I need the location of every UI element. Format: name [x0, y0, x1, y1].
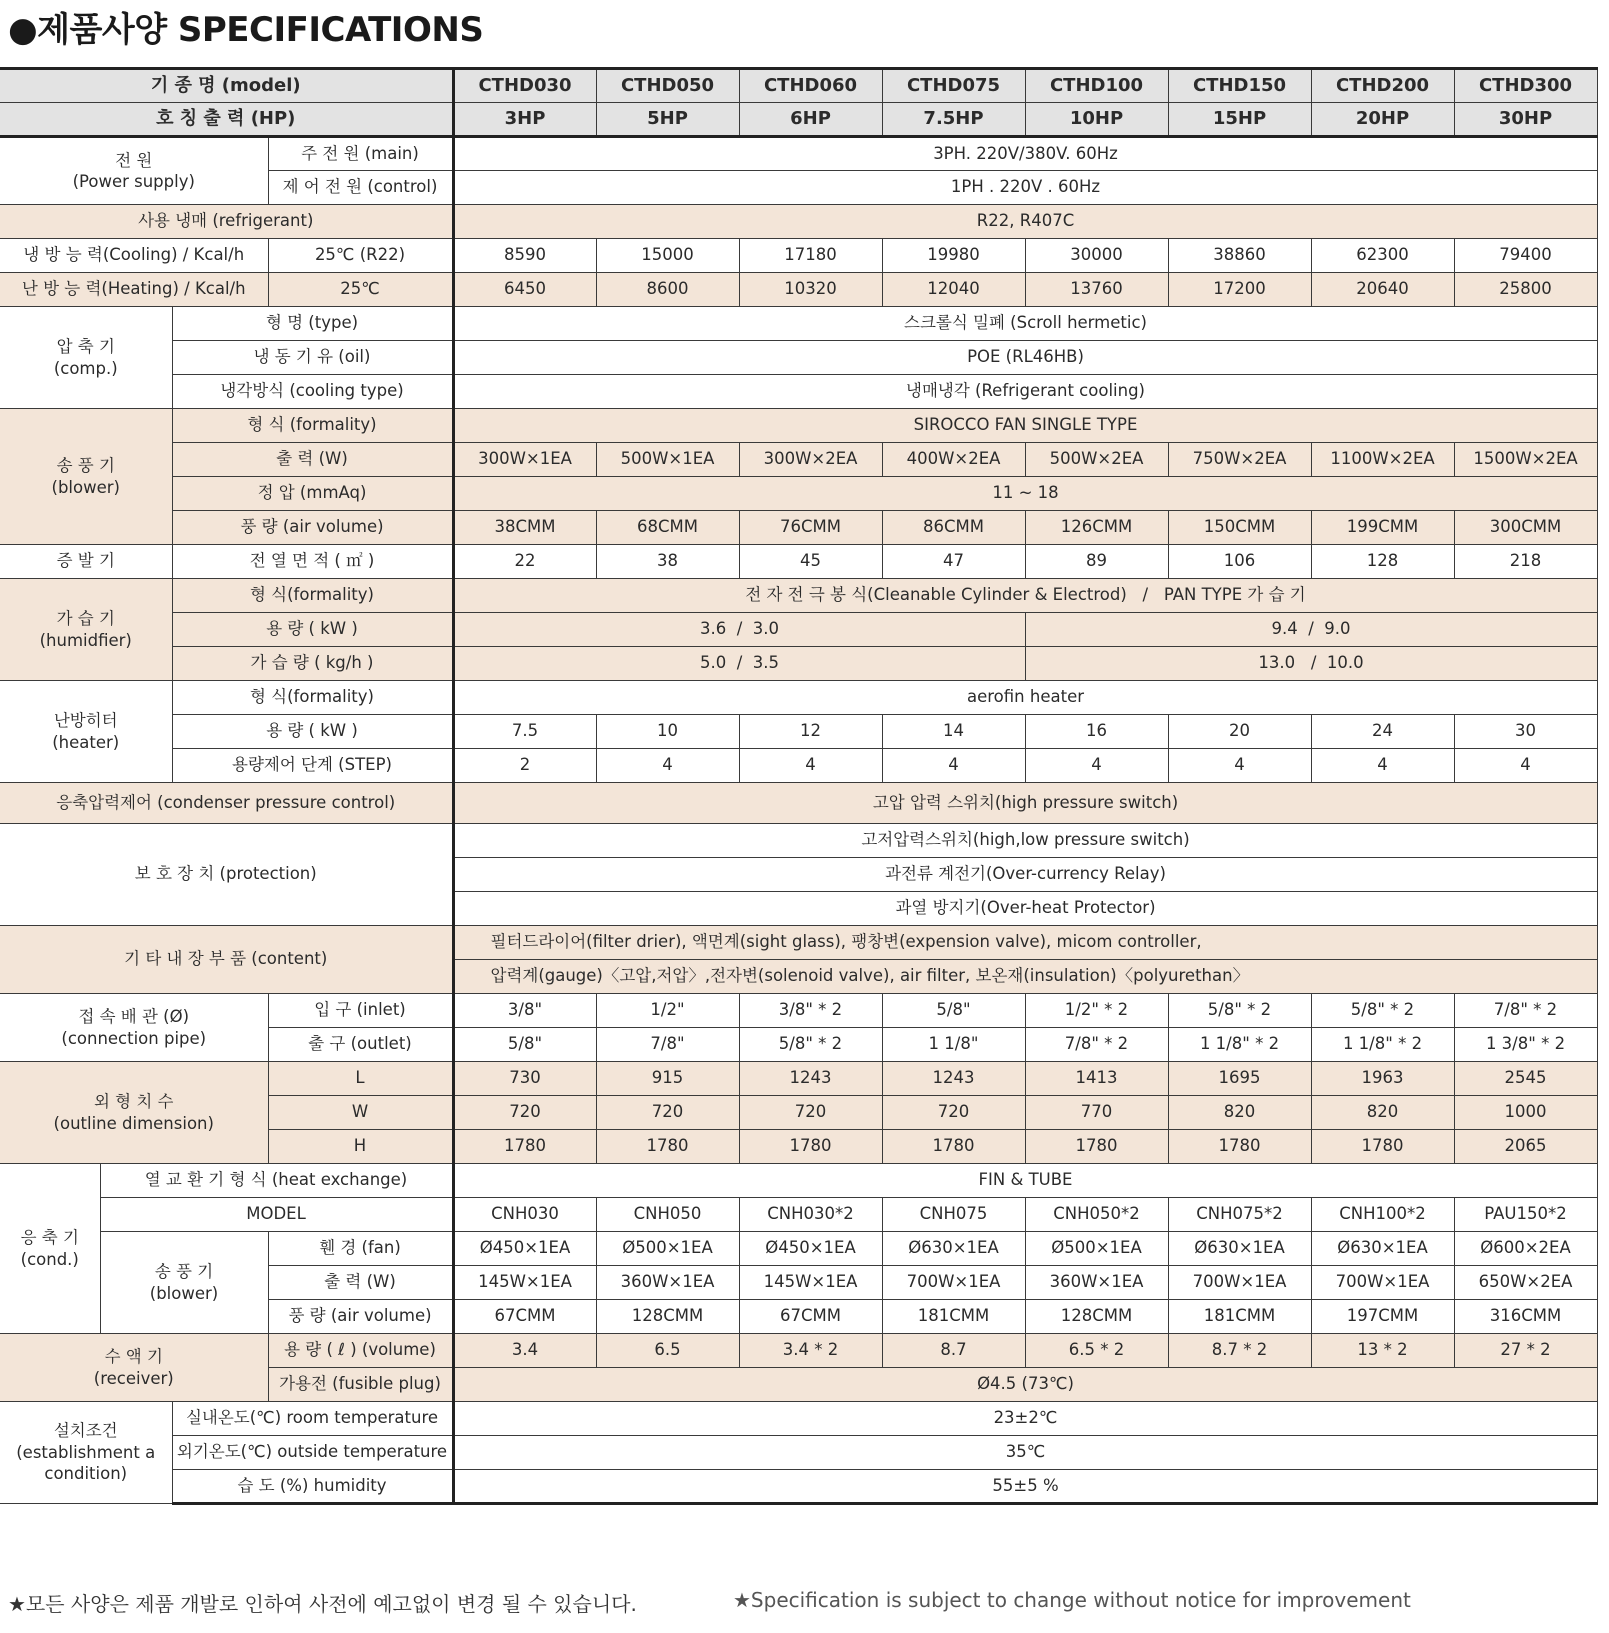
condenser-pressure-label: 응축압력제어 (condenser pressure control) [0, 783, 453, 824]
dimension-H-value: 1780 [1168, 1130, 1311, 1164]
power-main-row [0, 137, 1597, 171]
refrigerant-row [0, 205, 1597, 239]
evaporator-value: 128 [1311, 545, 1454, 579]
pipe-outlet-value: 7/8" * 2 [1025, 1028, 1168, 1062]
receiver-volume-label: 용 량 ( ℓ ) (volume) [268, 1334, 453, 1368]
condenser-fan-value: Ø450×1EA [739, 1232, 882, 1266]
heating-value: 12040 [882, 273, 1025, 307]
heating-value: 17200 [1168, 273, 1311, 307]
protection-value: 고저압력스위치(high,low pressure switch) [453, 824, 1597, 858]
compressor-cooling-row [0, 375, 1597, 409]
condenser-output-value: 145W×1EA [739, 1266, 882, 1300]
blower-volume-value: 300CMM [1454, 511, 1597, 545]
condenser-heat-value: FIN & TUBE [453, 1164, 1597, 1198]
heater-formality-row [0, 681, 1597, 715]
dimension-H-value: 1780 [453, 1130, 596, 1164]
condenser-fan-value: Ø500×1EA [596, 1232, 739, 1266]
condenser-heat-label: 열 교 환 기 형 식 (heat exchange) [100, 1164, 453, 1198]
heating-value: 10320 [739, 273, 882, 307]
receiver-volume-value: 8.7 * 2 [1168, 1334, 1311, 1368]
blower-output-value: 500W×1EA [596, 443, 739, 477]
blower-output-value: 500W×2EA [1025, 443, 1168, 477]
protection-row [0, 824, 1597, 858]
specifications-table [0, 67, 1598, 1505]
dimension-L-value: 730 [453, 1062, 596, 1096]
receiver-volume-value: 27 * 2 [1454, 1334, 1597, 1368]
cooling-value: 62300 [1311, 239, 1454, 273]
pipe-outlet-value: 1 1/8" * 2 [1311, 1028, 1454, 1062]
condenser-output-value: 360W×1EA [1025, 1266, 1168, 1300]
hp-value: 15HP [1168, 103, 1311, 137]
cooling-value: 8590 [453, 239, 596, 273]
compressor-cooling-label: 냉각방식 (cooling type) [172, 375, 453, 409]
condenser-model-value: CNH050*2 [1025, 1198, 1168, 1232]
receiver-plug-value: Ø4.5 (73℃) [453, 1368, 1597, 1402]
model-name: CTHD100 [1025, 69, 1168, 103]
condenser-output-value: 700W×1EA [1311, 1266, 1454, 1300]
pipe-inlet-value: 3/8" * 2 [739, 994, 882, 1028]
pipe-outlet-value: 5/8" [453, 1028, 596, 1062]
compressor-cooling-value: 냉매냉각 (Refrigerant cooling) [453, 375, 1597, 409]
condenser-model-value: PAU150*2 [1454, 1198, 1597, 1232]
humidifier-capacity-row [0, 613, 1597, 647]
installation-humidity-value: 55±5 % [453, 1470, 1597, 1504]
page-title: ●제품사양 SPECIFICATIONS [8, 10, 484, 50]
heater-capacity-value: 24 [1311, 715, 1454, 749]
condenser-volume-value: 67CMM [453, 1300, 596, 1334]
condenser-model-value: CNH075*2 [1168, 1198, 1311, 1232]
dimension-L-value: 1413 [1025, 1062, 1168, 1096]
blower-volume-value: 68CMM [596, 511, 739, 545]
heater-step-value: 4 [1311, 749, 1454, 783]
installation-humidity-label: 습 도 (%) humidity [172, 1470, 453, 1504]
heating-value: 25800 [1454, 273, 1597, 307]
evaporator-area-label: 전 열 면 적 ( ㎡ ) [172, 545, 453, 579]
cooling-condition: 25℃ (R22) [268, 239, 453, 273]
dimension-W-value: 720 [453, 1096, 596, 1130]
condenser-heat-row [0, 1164, 1597, 1198]
condenser-fan-row [0, 1232, 1597, 1266]
hp-value: 20HP [1311, 103, 1454, 137]
pipe-inlet-value: 5/8" * 2 [1311, 994, 1454, 1028]
pipe-outlet-value: 7/8" [596, 1028, 739, 1062]
dimension-L-value: 1243 [739, 1062, 882, 1096]
condenser-volume-value: 128CMM [596, 1300, 739, 1334]
blower-pressure-value: 11 ~ 18 [453, 477, 1597, 511]
dimension-L-value: 1243 [882, 1062, 1025, 1096]
blower-formality-label: 형 식 (formality) [172, 409, 453, 443]
blower-output-row [0, 443, 1597, 477]
pipe-inlet-value: 3/8" [453, 994, 596, 1028]
installation-room-value: 23±2℃ [453, 1402, 1597, 1436]
pipe-inlet-value: 5/8" [882, 994, 1025, 1028]
dimension-W-value: 770 [1025, 1096, 1168, 1130]
heater-capacity-value: 14 [882, 715, 1025, 749]
condenser-label: 응 축 기 (cond.) [0, 1164, 100, 1334]
content-label: 기 타 내 장 부 품 (content) [0, 926, 453, 994]
heater-step-row [0, 749, 1597, 783]
condenser-volume-value: 181CMM [882, 1300, 1025, 1334]
evaporator-value: 22 [453, 545, 596, 579]
condenser-output-value: 145W×1EA [453, 1266, 596, 1300]
heater-capacity-label: 용 량 ( kW ) [172, 715, 453, 749]
dimension-L-value: 1695 [1168, 1062, 1311, 1096]
heater-step-value: 4 [1025, 749, 1168, 783]
blower-formality-value: SIROCCO FAN SINGLE TYPE [453, 409, 1597, 443]
compressor-oil-label: 냉 동 기 유 (oil) [172, 341, 453, 375]
receiver-volume-value: 6.5 [596, 1334, 739, 1368]
receiver-label: 수 액 기 (receiver) [0, 1334, 268, 1402]
heater-capacity-value: 12 [739, 715, 882, 749]
installation-outside-value: 35℃ [453, 1436, 1597, 1470]
compressor-label: 압 축 기 (comp.) [0, 307, 172, 409]
condenser-pressure-row [0, 783, 1597, 824]
content-line-2: 압력계(gauge)〈고압,저압〉,전자변(solenoid valve), air filter, 보온재(insulation)〈polyurethan〉 [453, 960, 1597, 994]
dimension-L-row [0, 1062, 1597, 1096]
evaporator-row [0, 545, 1597, 579]
pipe-inlet-value: 1/2" * 2 [1025, 994, 1168, 1028]
model-row [0, 69, 1597, 103]
condenser-output-value: 700W×1EA [882, 1266, 1025, 1300]
model-name: CTHD150 [1168, 69, 1311, 103]
blower-volume-value: 86CMM [882, 511, 1025, 545]
condenser-output-value: 360W×1EA [596, 1266, 739, 1300]
evaporator-value: 89 [1025, 545, 1168, 579]
receiver-volume-value: 13 * 2 [1311, 1334, 1454, 1368]
pipe-outlet-value: 1 1/8" * 2 [1168, 1028, 1311, 1062]
model-name: CTHD075 [882, 69, 1025, 103]
condenser-pressure-value: 고압 압력 스위치(high pressure switch) [453, 783, 1597, 824]
pipe-outlet-value: 1 1/8" [882, 1028, 1025, 1062]
power-control-label: 제 어 전 원 (control) [268, 171, 453, 205]
hp-value: 30HP [1454, 103, 1597, 137]
heater-capacity-value: 16 [1025, 715, 1168, 749]
blower-volume-value: 38CMM [453, 511, 596, 545]
dimension-L-value: 915 [596, 1062, 739, 1096]
hp-value: 3HP [453, 103, 596, 137]
hp-value: 6HP [739, 103, 882, 137]
footnote-english: ★Specification is subject to change without notice for improvement [733, 1588, 1411, 1612]
heating-condition: 25℃ [268, 273, 453, 307]
receiver-volume-row [0, 1334, 1597, 1368]
heater-label: 난방히터 (heater) [0, 681, 172, 783]
power-control-value: 1PH . 220V . 60Hz [453, 171, 1597, 205]
blower-output-value: 300W×2EA [739, 443, 882, 477]
compressor-oil-value: POE (RL46HB) [453, 341, 1597, 375]
content-row [0, 926, 1597, 960]
refrigerant-value: R22, R407C [453, 205, 1597, 239]
dimension-H-value: 1780 [882, 1130, 1025, 1164]
dimension-H-value: 2065 [1454, 1130, 1597, 1164]
condenser-model-value: CNH075 [882, 1198, 1025, 1232]
humidifier-formality-value: 전 자 전 극 봉 식(Cleanable Cylinder & Electrod) / PAN TYPE 가 습 기 [453, 579, 1597, 613]
installation-outside-row [0, 1436, 1597, 1470]
condenser-model-value: CNH030 [453, 1198, 596, 1232]
installation-room-label: 실내온도(℃) room temperature [172, 1402, 453, 1436]
humidifier-formality-row [0, 579, 1597, 613]
humidifier-amount-label: 가 습 량 ( kg/h ) [172, 647, 453, 681]
power-main-label: 주 전 원 (main) [268, 137, 453, 171]
condenser-fan-value: Ø500×1EA [1025, 1232, 1168, 1266]
pipe-outlet-value: 1 3/8" * 2 [1454, 1028, 1597, 1062]
dimension-H-value: 1780 [596, 1130, 739, 1164]
evaporator-value: 218 [1454, 545, 1597, 579]
blower-output-value: 1500W×2EA [1454, 443, 1597, 477]
condenser-volume-value: 316CMM [1454, 1300, 1597, 1334]
blower-output-label: 출 력 (W) [172, 443, 453, 477]
blower-volume-value: 150CMM [1168, 511, 1311, 545]
heater-capacity-value: 10 [596, 715, 739, 749]
installation-room-row [0, 1402, 1597, 1436]
hp-label: 호 칭 출 력 (HP) [0, 103, 453, 137]
heater-step-value: 4 [596, 749, 739, 783]
cooling-value: 79400 [1454, 239, 1597, 273]
evaporator-value: 106 [1168, 545, 1311, 579]
protection-value: 과전류 계전기(Over-currency Relay) [453, 858, 1597, 892]
humidifier-capacity-small: 3.6 / 3.0 [453, 613, 1025, 647]
humidifier-capacity-large: 9.4 / 9.0 [1025, 613, 1597, 647]
compressor-type-label: 형 명 (type) [172, 307, 453, 341]
installation-humidity-row [0, 1470, 1597, 1504]
compressor-oil-row [0, 341, 1597, 375]
heating-value: 20640 [1311, 273, 1454, 307]
evaporator-label: 증 발 기 [0, 545, 172, 579]
humidifier-capacity-label: 용 량 ( kW ) [172, 613, 453, 647]
receiver-volume-value: 3.4 [453, 1334, 596, 1368]
power-main-value: 3PH. 220V/380V. 60Hz [453, 137, 1597, 171]
condenser-blower-label: 송 풍 기 (blower) [100, 1232, 268, 1334]
condenser-output-value: 700W×1EA [1168, 1266, 1311, 1300]
heater-formality-value: aerofin heater [453, 681, 1597, 715]
receiver-volume-value: 3.4 * 2 [739, 1334, 882, 1368]
heating-label: 난 방 능 력(Heating) / Kcal/h [0, 273, 268, 307]
receiver-volume-value: 8.7 [882, 1334, 1025, 1368]
dimension-L-value: 2545 [1454, 1062, 1597, 1096]
model-name: CTHD300 [1454, 69, 1597, 103]
hp-value: 7.5HP [882, 103, 1025, 137]
blower-output-value: 750W×2EA [1168, 443, 1311, 477]
model-name: CTHD050 [596, 69, 739, 103]
pipe-inlet-value: 7/8" * 2 [1454, 994, 1597, 1028]
dimension-L-value: 1963 [1311, 1062, 1454, 1096]
dimension-W-value: 820 [1168, 1096, 1311, 1130]
dimension-H-value: 1780 [1025, 1130, 1168, 1164]
condenser-model-value: CNH030*2 [739, 1198, 882, 1232]
blower-formality-row [0, 409, 1597, 443]
condenser-fan-value: Ø450×1EA [453, 1232, 596, 1266]
blower-volume-value: 126CMM [1025, 511, 1168, 545]
humidifier-formality-label: 형 식(formality) [172, 579, 453, 613]
heater-step-value: 4 [1454, 749, 1597, 783]
condenser-fan-label: 휀 경 (fan) [268, 1232, 453, 1266]
content-line-1: 필터드라이어(filter drier), 액면계(sight glass), 팽창변(expension valve), micom controller, [453, 926, 1597, 960]
installation-outside-label: 외기온도(℃) outside temperature [172, 1436, 453, 1470]
pipe-inlet-value: 5/8" * 2 [1168, 994, 1311, 1028]
cooling-value: 19980 [882, 239, 1025, 273]
receiver-volume-value: 6.5 * 2 [1025, 1334, 1168, 1368]
dimension-L-label: L [268, 1062, 453, 1096]
evaporator-value: 38 [596, 545, 739, 579]
heating-value: 6450 [453, 273, 596, 307]
condenser-output-value: 650W×2EA [1454, 1266, 1597, 1300]
dimension-W-value: 720 [882, 1096, 1025, 1130]
blower-pressure-row [0, 477, 1597, 511]
heater-capacity-value: 20 [1168, 715, 1311, 749]
pipe-label: 접 속 배 관 (Ø) (connection pipe) [0, 994, 268, 1062]
compressor-type-row [0, 307, 1597, 341]
protection-label: 보 호 장 치 (protection) [0, 824, 453, 926]
model-name: CTHD060 [739, 69, 882, 103]
heating-value: 13760 [1025, 273, 1168, 307]
dimension-H-value: 1780 [739, 1130, 882, 1164]
hp-row [0, 103, 1597, 137]
condenser-fan-value: Ø630×1EA [882, 1232, 1025, 1266]
heater-step-value: 4 [1168, 749, 1311, 783]
blower-label: 송 풍 기 (blower) [0, 409, 172, 545]
model-name: CTHD030 [453, 69, 596, 103]
pipe-inlet-label: 입 구 (inlet) [268, 994, 453, 1028]
pipe-outlet-value: 5/8" * 2 [739, 1028, 882, 1062]
heating-row [0, 273, 1597, 307]
heating-value: 8600 [596, 273, 739, 307]
blower-output-value: 300W×1EA [453, 443, 596, 477]
humidifier-amount-large: 13.0 / 10.0 [1025, 647, 1597, 681]
cooling-value: 38860 [1168, 239, 1311, 273]
heater-capacity-value: 7.5 [453, 715, 596, 749]
condenser-volume-label: 풍 량 (air volume) [268, 1300, 453, 1334]
evaporator-value: 45 [739, 545, 882, 579]
heater-formality-label: 형 식(formality) [172, 681, 453, 715]
blower-volume-value: 76CMM [739, 511, 882, 545]
pipe-inlet-value: 1/2" [596, 994, 739, 1028]
condenser-volume-value: 128CMM [1025, 1300, 1168, 1334]
blower-output-value: 400W×2EA [882, 443, 1025, 477]
blower-volume-value: 199CMM [1311, 511, 1454, 545]
cooling-label: 냉 방 능 력(Cooling) / Kcal/h [0, 239, 268, 273]
hp-value: 5HP [596, 103, 739, 137]
blower-pressure-label: 정 압 (mmAq) [172, 477, 453, 511]
cooling-value: 17180 [739, 239, 882, 273]
heater-capacity-value: 30 [1454, 715, 1597, 749]
cooling-value: 15000 [596, 239, 739, 273]
pipe-inlet-row [0, 994, 1597, 1028]
heater-step-label: 용량제어 단계 (STEP) [172, 749, 453, 783]
condenser-model-value: CNH050 [596, 1198, 739, 1232]
blower-output-value: 1100W×2EA [1311, 443, 1454, 477]
refrigerant-label: 사용 냉매 (refrigerant) [0, 205, 453, 239]
protection-value: 과열 방지기(Over-heat Protector) [453, 892, 1597, 926]
humidifier-amount-small: 5.0 / 3.5 [453, 647, 1025, 681]
evaporator-value: 47 [882, 545, 1025, 579]
installation-label: 설치조건 (establishment a condition) [0, 1402, 172, 1504]
condenser-model-value: CNH100*2 [1311, 1198, 1454, 1232]
power-supply-label: 전 원 (Power supply) [0, 137, 268, 205]
blower-volume-label: 풍 량 (air volume) [172, 511, 453, 545]
receiver-plug-label: 가용전 (fusible plug) [268, 1368, 453, 1402]
dimension-H-label: H [268, 1130, 453, 1164]
dimension-W-label: W [268, 1096, 453, 1130]
condenser-fan-value: Ø630×1EA [1311, 1232, 1454, 1266]
condenser-volume-value: 67CMM [739, 1300, 882, 1334]
footnote-korean: ★모든 사양은 제품 개발로 인하여 사전에 예고없이 변경 될 수 있습니다. [8, 1592, 637, 1616]
dimension-H-value: 1780 [1311, 1130, 1454, 1164]
condenser-volume-value: 181CMM [1168, 1300, 1311, 1334]
dimension-W-value: 720 [739, 1096, 882, 1130]
humidifier-amount-row [0, 647, 1597, 681]
dimension-W-value: 720 [596, 1096, 739, 1130]
condenser-model-row [0, 1198, 1597, 1232]
dimension-W-value: 1000 [1454, 1096, 1597, 1130]
condenser-output-label: 출 력 (W) [268, 1266, 453, 1300]
dimension-W-value: 820 [1311, 1096, 1454, 1130]
heater-capacity-row [0, 715, 1597, 749]
humidifier-label: 가 습 기 (humidfier) [0, 579, 172, 681]
dimension-label: 외 형 치 수 (outline dimension) [0, 1062, 268, 1164]
condenser-model-label: MODEL [100, 1198, 453, 1232]
heater-step-value: 2 [453, 749, 596, 783]
model-name: CTHD200 [1311, 69, 1454, 103]
cooling-value: 30000 [1025, 239, 1168, 273]
condenser-volume-value: 197CMM [1311, 1300, 1454, 1334]
heater-step-value: 4 [882, 749, 1025, 783]
blower-volume-row [0, 511, 1597, 545]
condenser-fan-value: Ø630×1EA [1168, 1232, 1311, 1266]
model-label: 기 종 명 (model) [0, 69, 453, 103]
cooling-row [0, 239, 1597, 273]
heater-step-value: 4 [739, 749, 882, 783]
compressor-type-value: 스크롤식 밀폐 (Scroll hermetic) [453, 307, 1597, 341]
condenser-fan-value: Ø600×2EA [1454, 1232, 1597, 1266]
pipe-outlet-label: 출 구 (outlet) [268, 1028, 453, 1062]
hp-value: 10HP [1025, 103, 1168, 137]
